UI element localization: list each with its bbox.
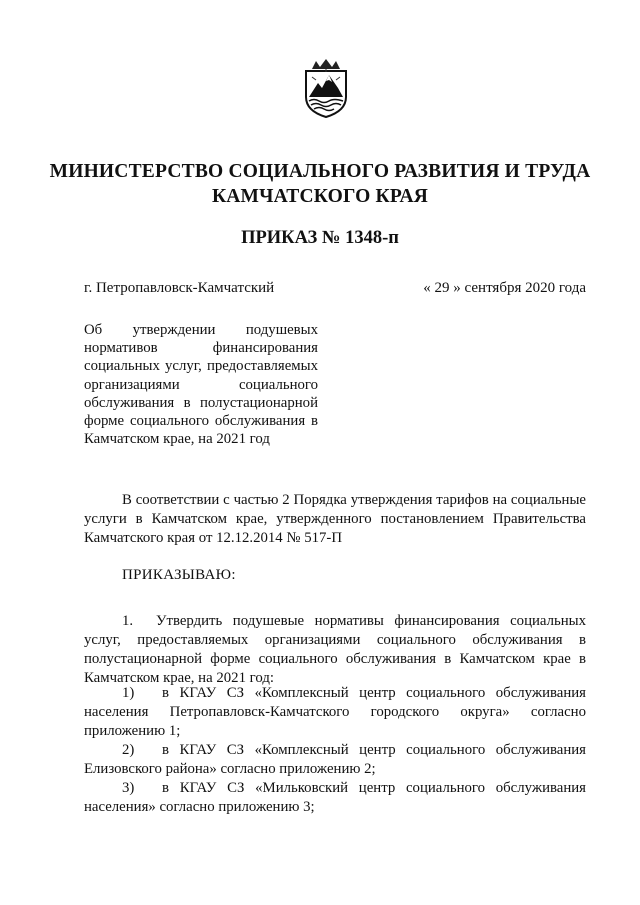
order-title: ПРИКАЗ № 1348-п bbox=[241, 228, 399, 248]
preamble-line: Камчатского края от 12.12.2014 № 517-П bbox=[84, 530, 343, 546]
subitem-text: в КГАУ СЗ «Комплексный центр социального обслуживания bbox=[162, 685, 586, 701]
subject-line: Камчатском крае, на 2021 год bbox=[84, 431, 270, 448]
kamchatka-coat-of-arms-icon bbox=[302, 57, 350, 119]
subitem-line bbox=[84, 684, 586, 703]
order-subject bbox=[84, 321, 318, 448]
subject-line: нормативов финансирования bbox=[84, 340, 318, 357]
subitem-number: 2) bbox=[122, 742, 135, 758]
item-line bbox=[84, 612, 586, 631]
item-line: полустационарной форме социального обслуживания в Камчатском крае в bbox=[84, 651, 586, 667]
ministry-name-line1: МИНИСТЕРСТВО СОЦИАЛЬНОГО РАЗВИТИЯ И ТРУДА bbox=[49, 161, 591, 182]
ministry-name-line2: КАМЧАТСКОГО КРАЯ bbox=[211, 186, 429, 207]
preamble-line: В соответствии с частью 2 Порядка утверждения тарифов на социальные bbox=[122, 492, 586, 508]
subitem-number: 1) bbox=[122, 685, 135, 701]
subitem-line: приложению 1; bbox=[84, 723, 181, 739]
subject-line: социальных услуг, предоставляемых bbox=[84, 358, 318, 375]
item-line: Камчатском крае, на 2021 год: bbox=[84, 670, 274, 686]
subitems-list bbox=[84, 684, 586, 817]
item-number: 1. bbox=[122, 613, 134, 629]
subitem-line bbox=[84, 779, 586, 798]
issue-city: г. Петропавловск-Камчатский bbox=[84, 280, 275, 296]
subitem-number: 3) bbox=[122, 780, 135, 796]
subject-line: Об утверждении подушевых bbox=[84, 322, 318, 338]
subitem-line: населения» согласно приложению 3; bbox=[84, 799, 315, 815]
preamble-line: услуги в Камчатском крае, утвержденного постановлением Правительства bbox=[84, 511, 586, 527]
subject-line: организациями социального bbox=[84, 376, 318, 393]
subitem-line bbox=[84, 741, 586, 760]
subject-line: форме социального обслуживания в bbox=[84, 413, 318, 430]
subject-line: обслуживания в полустационарной bbox=[84, 394, 318, 411]
subitem-line: населения Петропавловск-Камчатского городского округа» согласно bbox=[84, 704, 586, 720]
subitem-text: в КГАУ СЗ «Мильковский центр социального обслуживания bbox=[162, 780, 586, 796]
order-item-1 bbox=[84, 612, 586, 688]
preamble-paragraph bbox=[84, 491, 586, 548]
issue-date: « 29 » сентября 2020 года bbox=[423, 280, 586, 296]
command-word: ПРИКАЗЫВАЮ: bbox=[122, 567, 236, 583]
item-line: услуг, предоставляемых организациями социального обслуживания в bbox=[84, 632, 586, 648]
item-text: Утвердить подушевые нормативы финансирования социальных bbox=[156, 613, 586, 629]
subitem-text: в КГАУ СЗ «Комплексный центр социального обслуживания bbox=[162, 742, 586, 758]
subitem-line: Елизовского района» согласно приложению 2; bbox=[84, 761, 376, 777]
